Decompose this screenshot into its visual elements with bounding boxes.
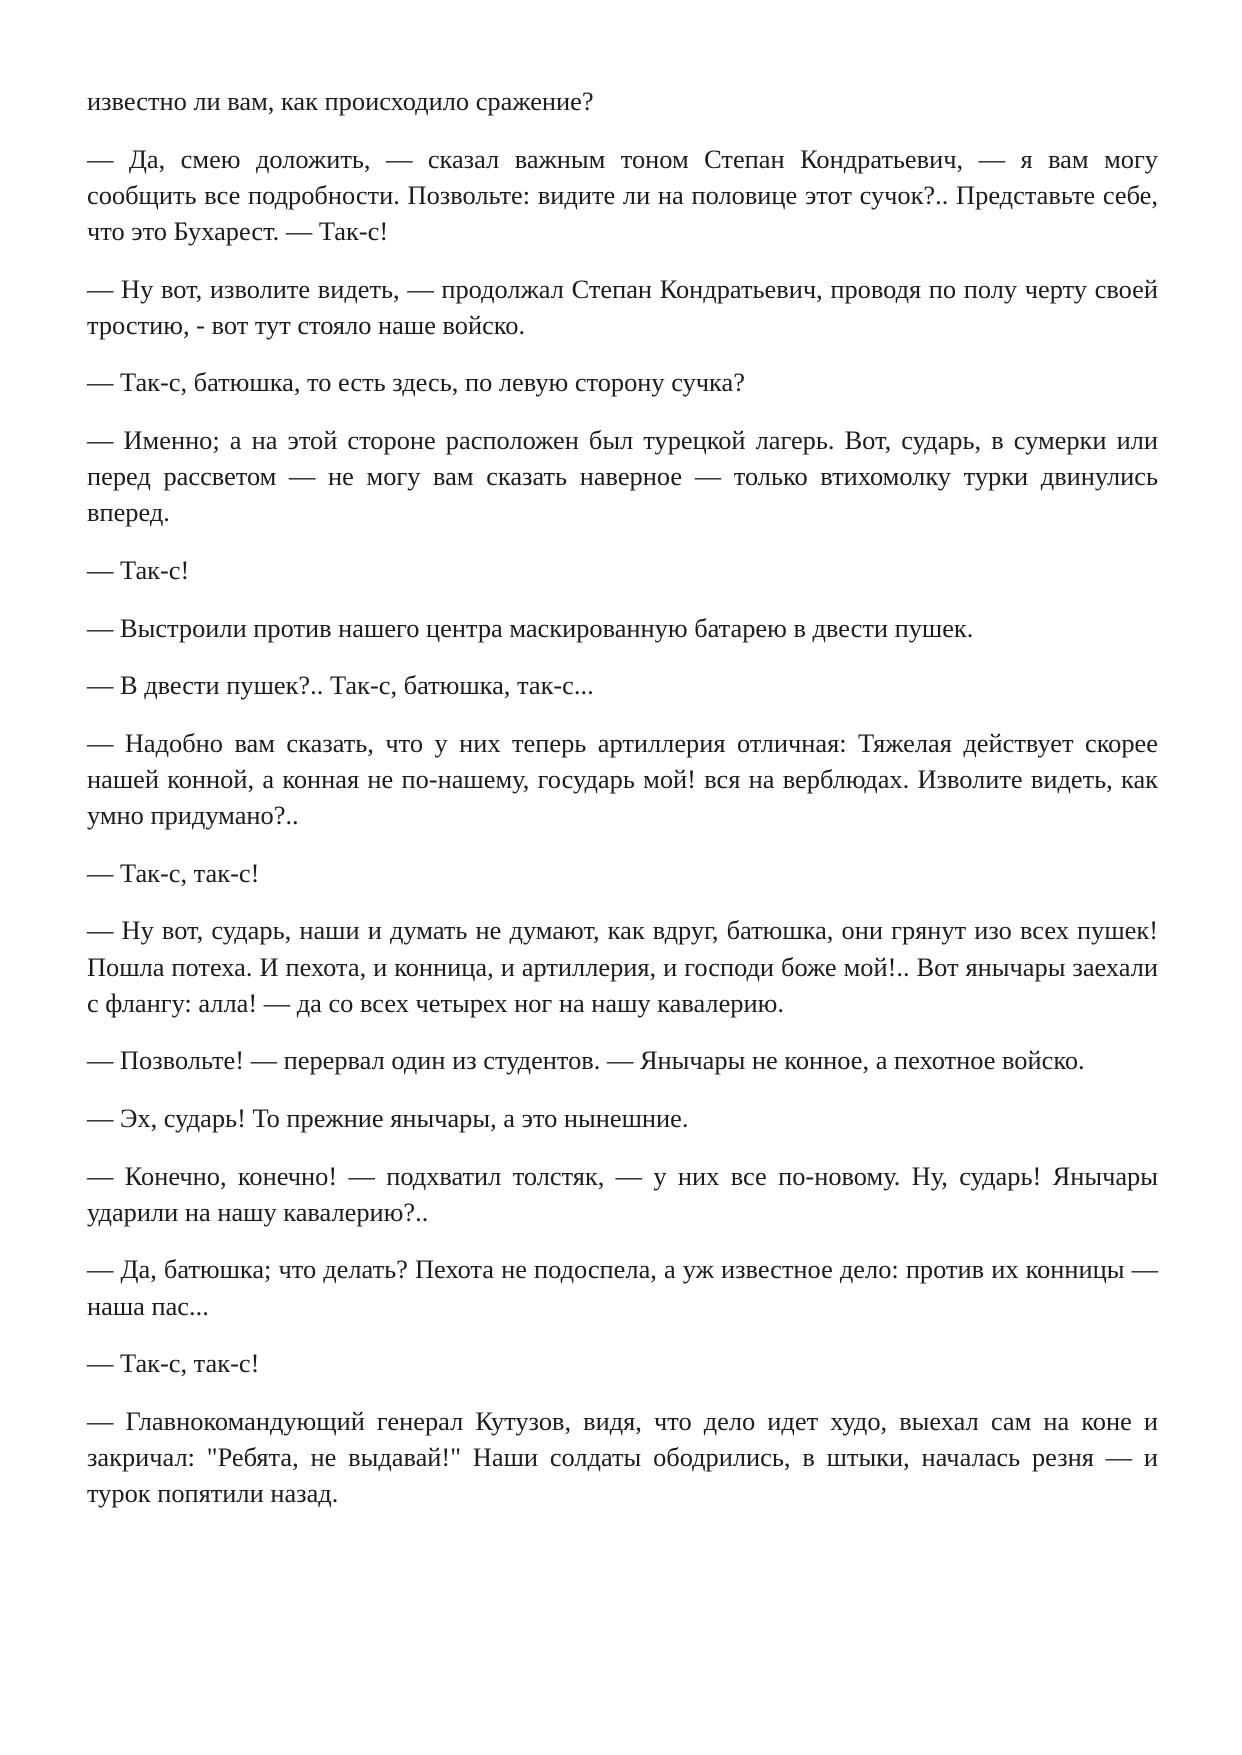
- paragraph: — Да, батюшка; что делать? Пехота не подоспела, а уж известное дело: против их конницы — наша пас...: [87, 1254, 1158, 1321]
- paragraph: — Главнокомандующий генерал Кутузов, видя, что дело идет худо, выехал сам на коне и закричал: "Ребята, не выдавай!" Наши солдаты ободрились, в штыки, началась резня — и турок попятили назад.: [87, 1405, 1158, 1509]
- paragraph: — В двести пушек?.. Так-с, батюшка, так-с...: [87, 670, 594, 701]
- paragraph: — Так-с!: [87, 554, 190, 585]
- paragraph: — Эх, сударь! То прежние янычары, а это нынешние.: [87, 1102, 689, 1133]
- paragraph: — Надобно вам сказать, что у них теперь артиллерия отличная: Тяжелая действует скорее нашей конной, а конная не по-нашему, государь мой! вся на верблюдах. Изволите видеть, как умно придумано?..: [87, 727, 1158, 831]
- paragraph: — Так-с, так-с!: [87, 1348, 260, 1379]
- paragraph: — Именно; а на этой стороне расположен был турецкой лагерь. Вот, сударь, в сумерки или перед рассветом — не могу вам сказать наверное — только втихомолку турки двинулись вперед.: [87, 424, 1158, 528]
- document-text: [87, 83, 1158, 1533]
- paragraph: — Да, смею доложить, — сказал важным тоном Степан Кондратьевич, — я вам могу сообщить все подробности. Позвольте: видите ли на половице этот сучок?.. Представьте себе, что это Бухарест. — Так-с!: [87, 143, 1158, 246]
- paragraph: — Так-с, так-с!: [87, 857, 260, 888]
- paragraph: известно ли вам, как происходило сражение?: [87, 86, 594, 116]
- paragraph: — Ну вот, сударь, наши и думать не думают, как вдруг, батюшка, они грянут изо всех пушек! Пошла потеха. И пехота, и конница, и артиллерия, и господи боже мой!.. Вот янычары заехали с флангу: алла! — да со всех четырех ног на нашу кавалерию.: [87, 915, 1158, 1018]
- paragraph: — Выстроили против нашего центра маскированную батарею в двести пушек.: [87, 612, 974, 643]
- paragraph: — Позвольте! — перервал один из студентов. — Янычары не конное, а пехотное войско.: [87, 1045, 1085, 1076]
- paragraph: — Ну вот, изволите видеть, — продолжал Степан Кондратьевич, проводя по полу черту своей тростию, - вот тут стояло наше войско.: [87, 273, 1158, 340]
- paragraph: — Конечно, конечно! — подхватил толстяк, — у них все по-новому. Ну, сударь! Янычары ударили на нашу кавалерию?..: [87, 1160, 1158, 1227]
- paragraph: — Так-с, батюшка, то есть здесь, по левую сторону сучка?: [87, 367, 745, 398]
